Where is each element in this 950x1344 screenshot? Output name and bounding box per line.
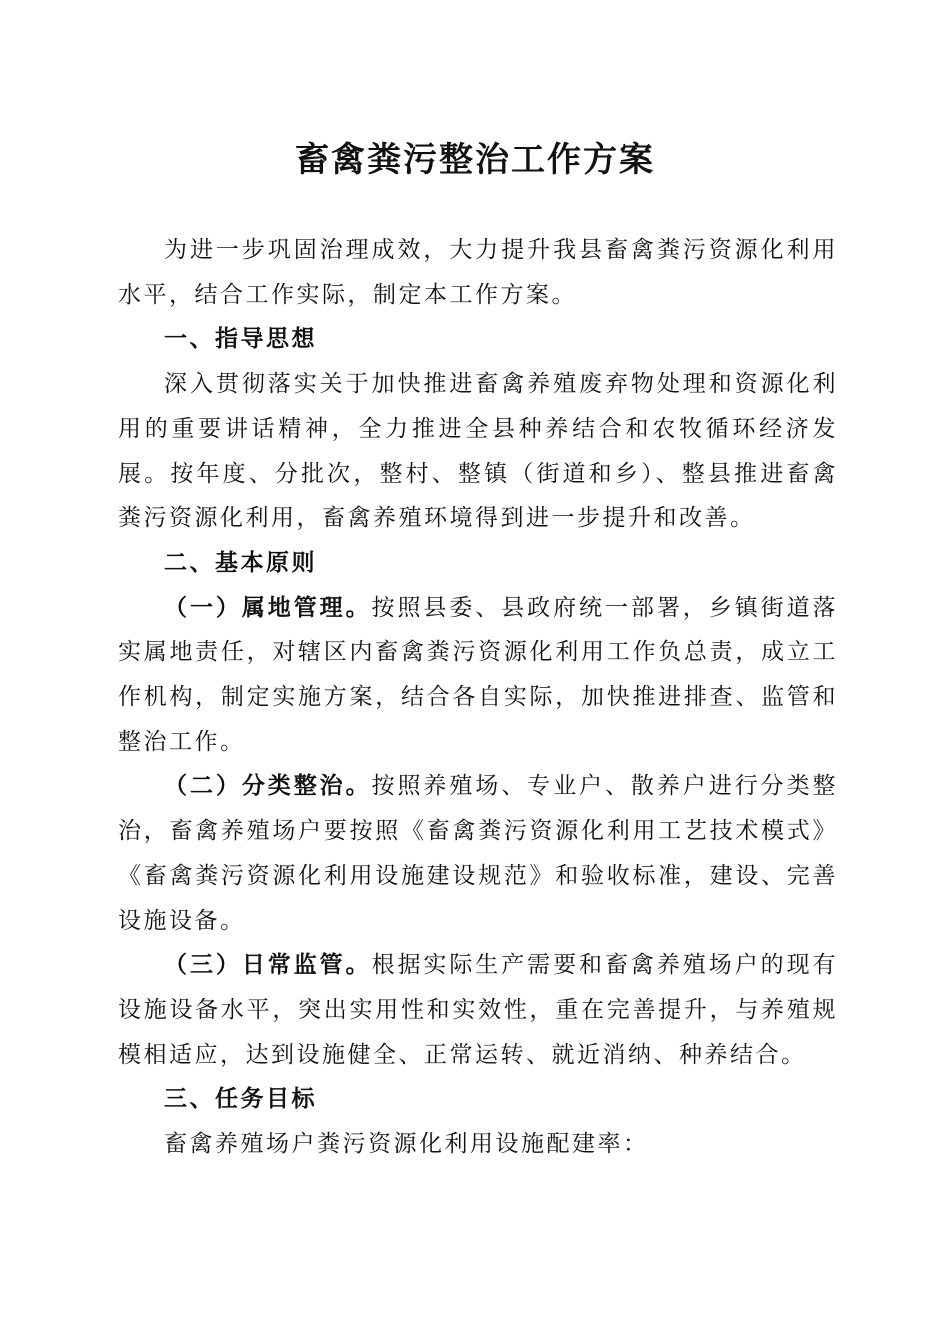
principle-text-1: 按照县委、县政府统一部署，乡镇街道落实属地责任，对辖区内畜禽粪污资源化利用工作负总责，成立工作机构，制定实施方案，结合各自实际，加快推进排查、监管和整治工作。 <box>118 594 839 755</box>
principle-text-2: 按照养殖场、专业户、散养户进行分类整治，畜禽养殖场户要按照《畜禽粪污资源化利用工艺技术模式》《畜禽粪污资源化利用设施建设规范》和验收标准，建设、完善设施设备。 <box>118 773 839 934</box>
document-title: 畜禽粪污整治工作方案 <box>295 140 655 180</box>
principle-lead-3: （三）日常监管。 <box>164 951 372 979</box>
section-heading-task-goals: 三、任务目标 <box>164 1086 317 1113</box>
section-heading-guiding-thought: 一、指导思想 <box>164 326 317 353</box>
principle-paragraph-2 <box>118 764 838 943</box>
principle-lead-2: （二）分类整治。 <box>164 772 372 800</box>
document-body <box>118 228 838 1167</box>
task-goals-paragraph: 畜禽养殖场户粪污资源化利用设施配建率： <box>164 1131 649 1158</box>
section-heading-basic-principles: 二、基本原则 <box>164 549 317 576</box>
principle-text-3: 根据实际生产需要和畜禽养殖场户的现有设施设备水平，突出实用性和实效性，重在完善提升，与养殖规模相适应，达到设施健全、正常运转、就近消纳、种养结合。 <box>118 952 839 1068</box>
intro-paragraph: 为进一步巩固治理成效，大力提升我县畜禽粪污资源化利用水平，结合工作实际，制定本工作方案。 <box>118 237 838 308</box>
principle-paragraph-1 <box>118 586 838 765</box>
guiding-thought-paragraph: 深入贯彻落实关于加快推进畜禽养殖废弃物处理和资源化利用的重要讲话精神，全力推进全县种养结合和农牧循环经济发展。按年度、分批次，整村、整镇（街道和乡）、整县推进畜禽粪污资源化利用，畜禽养殖环境得到进一步提升和改善。 <box>118 371 838 532</box>
principle-paragraph-3 <box>118 943 838 1077</box>
principle-lead-1: （一）属地管理。 <box>164 593 372 621</box>
